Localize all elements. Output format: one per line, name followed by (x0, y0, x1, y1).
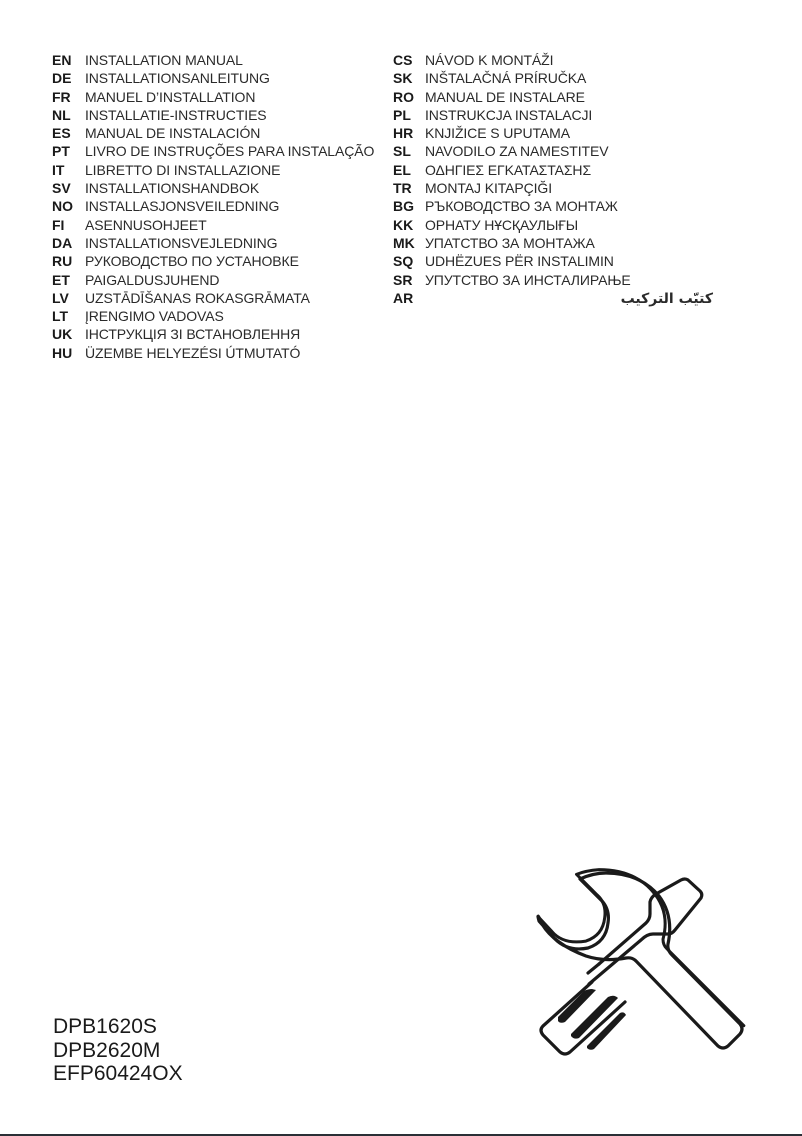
language-code: EN (52, 52, 72, 68)
language-title: INSTRUKCJA INSTALACJI (425, 106, 593, 123)
language-code: HU (52, 344, 73, 361)
language-code: DE (52, 70, 72, 87)
language-title: KNJIŽICE S UPUTAMA (425, 125, 570, 142)
language-code: LV (52, 289, 69, 306)
language-code: CS (393, 52, 413, 68)
language-code: EL (393, 161, 411, 178)
language-title: INŠTALAČNÁ PRÍRUČKA (425, 70, 587, 87)
language-title: UZSTĀDĪŠANAS ROKASGRĀMATA (85, 289, 310, 306)
language-title: INSTALLATIE-INSTRUCTIES (85, 106, 267, 123)
language-code: HR (393, 125, 414, 142)
model-number: EFP60424OX (53, 1062, 183, 1085)
language-title: РУКОВОДСТВО ПО УСТАНОВКЕ (85, 253, 299, 270)
language-code: SQ (393, 253, 414, 270)
language-title: PAIGALDUSJUHEND (85, 271, 220, 288)
language-code: ET (52, 271, 70, 288)
language-title: ASENNUSOHJEET (85, 216, 207, 233)
language-code: BG (393, 198, 414, 215)
language-title: ОРНАТУ НҰСҚАУЛЫҒЫ (425, 216, 579, 233)
language-title: INSTALLASJONSVEILEDNING (85, 198, 280, 215)
language-code: UK (52, 326, 73, 343)
language-title: РЪКОВОДСТВО ЗА МОНТАЖ (425, 198, 618, 215)
language-code: TR (393, 180, 412, 197)
language-code: SR (393, 271, 413, 288)
language-title: NÁVOD K MONTÁŽI (425, 52, 554, 68)
language-title: INSTALLATIONSHANDBOK (85, 180, 260, 197)
language-code: PT (52, 143, 70, 160)
language-title: ĮRENGIMO VADOVAS (85, 308, 224, 325)
language-title: УПУТСТВО ЗА ИНСТАЛИРАЊЕ (425, 271, 631, 288)
language-code: MK (393, 234, 415, 251)
language-title: MANUEL D’INSTALLATION (85, 88, 256, 105)
language-code: ES (52, 125, 71, 142)
language-title: ÜZEMBE HELYEZÉSI ÚTMUTATÓ (85, 344, 301, 361)
language-title: MONTAJ KITAPÇIĞI (425, 180, 552, 197)
language-code: AR (393, 289, 414, 306)
language-title: УПАТСТВО ЗА МОНТАЖА (425, 234, 595, 251)
language-code: FI (52, 216, 65, 233)
language-code: DA (52, 234, 73, 251)
language-title: INSTALLATION MANUAL (85, 52, 243, 68)
language-code: SL (393, 143, 411, 160)
language-code: RU (52, 253, 73, 270)
language-code: SV (52, 180, 71, 197)
language-code: KK (393, 216, 414, 233)
language-code: NO (52, 198, 73, 215)
model-number-list (53, 1015, 183, 1086)
language-code: FR (52, 88, 71, 105)
language-code: PL (393, 106, 411, 123)
arabic-title-wrap (393, 289, 713, 308)
language-code: SK (393, 70, 413, 87)
language-code: LT (52, 308, 69, 325)
language-title: ІНСТРУКЦІЯ ЗІ ВСТАНОВЛЕННЯ (85, 326, 301, 343)
language-title: كتيّب التركيب (620, 290, 713, 307)
language-title: UDHËZUES PËR INSTALIMIN (425, 253, 614, 270)
language-title: INSTALLATIONSVEJLEDNING (85, 234, 278, 251)
language-title: ΟΔΗΓΙΕΣ ΕΓΚΑΤΑΣΤΑΣΗΣ (425, 161, 592, 178)
language-code: IT (52, 161, 65, 178)
language-title: MANUAL DE INSTALACIÓN (85, 125, 261, 142)
language-title: LIVRO DE INSTRUÇÕES PARA INSTALAÇÃO (85, 143, 375, 160)
model-number: DPB1620S (53, 1015, 157, 1038)
language-title: LIBRETTO DI INSTALLAZIONE (85, 161, 281, 178)
language-title: MANUAL DE INSTALARE (425, 88, 585, 105)
language-code: NL (52, 106, 71, 123)
language-code: RO (393, 88, 414, 105)
language-title: NAVODILO ZA NAMESTITEV (425, 143, 609, 160)
model-number: DPB2620M (53, 1038, 161, 1062)
language-title: INSTALLATIONSANLEITUNG (85, 70, 270, 87)
wrench-and-screwdriver-icon (528, 868, 746, 1084)
